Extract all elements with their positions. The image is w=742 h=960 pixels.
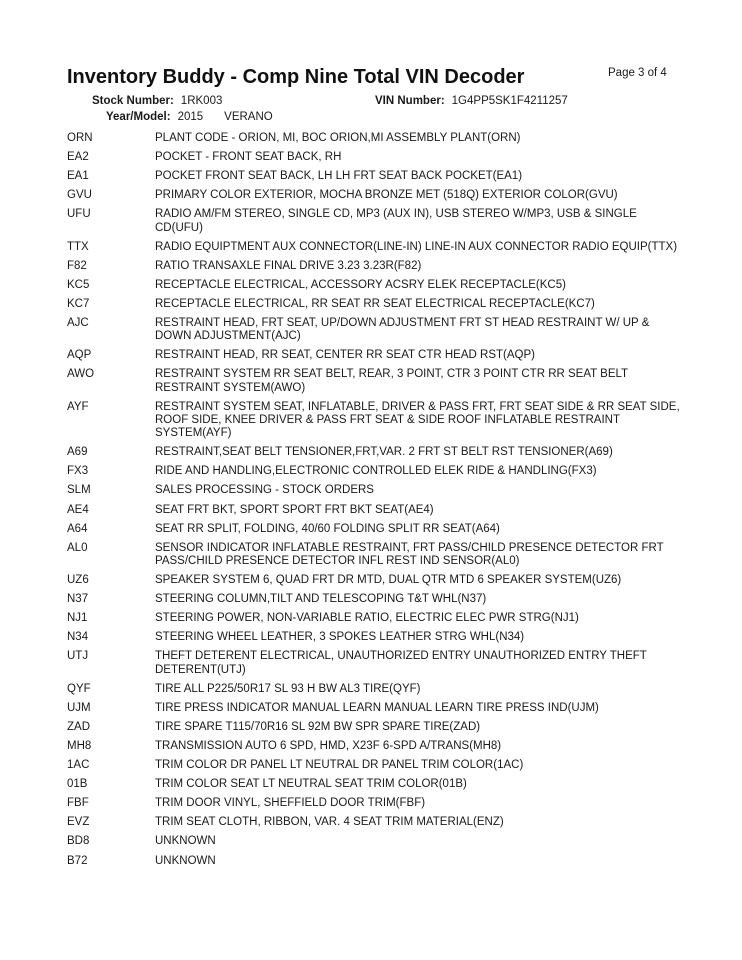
option-description: RADIO AM/FM STEREO, SINGLE CD, MP3 (AUX IN), USB STEREO W/MP3, USB & SINGLE CD(UFU) (155, 208, 637, 234)
option-code: 1AC (67, 759, 90, 772)
option-row (67, 504, 687, 517)
option-code-list (67, 132, 687, 874)
option-code: TTX (67, 240, 89, 253)
option-row (67, 835, 687, 848)
option-row (67, 446, 687, 459)
option-row (67, 465, 687, 478)
option-code: A69 (67, 446, 88, 459)
option-code: QYF (67, 682, 91, 695)
option-row (67, 650, 687, 676)
vin-number-value: 1G4PP5SK1F4211257 (451, 95, 568, 107)
option-row (67, 189, 687, 202)
option-row (67, 816, 687, 829)
option-code: EA1 (67, 170, 89, 183)
option-row (67, 631, 687, 644)
option-code: N37 (67, 593, 89, 606)
option-description: PLANT CODE - ORION, MI, BOC ORION,MI ASSEMBLY PLANT(ORN) (155, 132, 521, 144)
option-code: AE4 (67, 503, 89, 516)
option-description: STEERING COLUMN,TILT AND TELESCOPING T&T WHL(N37) (155, 593, 487, 606)
option-code: AYF (67, 400, 89, 413)
option-description: RESTRAINT SYSTEM SEAT, INFLATABLE, DRIVER & PASS FRT, FRT SEAT SIDE & RR SEAT SIDE, ROOF SIDE, KNEE DRIVER & PASS FRT SEAT & SIDE ROOF INFLATABLE RESTRAINT SYSTEM(AYF) (155, 400, 680, 440)
option-row (67, 721, 687, 734)
option-description: TRIM COLOR SEAT LT NEUTRAL SEAT TRIM COLOR(01B) (155, 778, 467, 791)
option-code: EVZ (67, 816, 90, 829)
option-description: POCKET - FRONT SEAT BACK, RH (155, 151, 342, 164)
option-code: AJC (67, 317, 89, 330)
option-description: RESTRAINT HEAD, FRT SEAT, UP/DOWN ADJUSTMENT FRT ST HEAD RESTRAINT W/ UP & DOWN ADJUSTMENT(AJC) (155, 317, 650, 343)
option-row (67, 612, 687, 625)
option-description: UNKNOWN (155, 835, 216, 848)
option-description: PRIMARY COLOR EXTERIOR, MOCHA BRONZE MET (518Q) EXTERIOR COLOR(GVU) (155, 189, 618, 202)
option-description: TRIM SEAT CLOTH, RIBBON, VAR. 4 SEAT TRIM MATERIAL(ENZ) (155, 816, 504, 829)
stock-number-value: 1RK003 (180, 95, 223, 107)
option-description: TIRE SPARE T115/70R16 SL 92M BW SPR SPARE TIRE(ZAD) (155, 720, 481, 733)
option-code: AL0 (67, 541, 88, 554)
option-description: SPEAKER SYSTEM 6, QUAD FRT DR MTD, DUAL QTR MTD 6 SPEAKER SYSTEM(UZ6) (155, 574, 622, 586)
stock-number (92, 95, 222, 107)
model-value: VERANO (224, 111, 273, 123)
option-row (67, 132, 687, 145)
option-code: EA2 (67, 151, 89, 164)
option-row (67, 241, 687, 254)
option-row (67, 702, 687, 715)
option-row (67, 542, 687, 568)
option-row (67, 170, 687, 183)
option-code: N34 (67, 631, 89, 644)
option-row (67, 574, 687, 587)
option-code: KC7 (67, 297, 90, 310)
option-description: TIRE PRESS INDICATOR MANUAL LEARN MANUAL LEARN TIRE PRESS IND(UJM) (155, 701, 599, 714)
option-row (67, 298, 687, 311)
option-description: STEERING WHEEL LEATHER, 3 SPOKES LEATHER STRG WHL(N34) (155, 631, 525, 644)
option-code: ZAD (67, 720, 90, 733)
year-model-label: Year/Model: (106, 111, 171, 123)
option-code: UTJ (67, 650, 89, 663)
option-row (67, 260, 687, 273)
option-description: RECEPTACLE ELECTRICAL, ACCESSORY ACSRY ELEK RECEPTACLE(KC5) (155, 278, 566, 291)
option-row (67, 368, 687, 394)
year-model (106, 111, 273, 123)
option-description: THEFT DETERENT ELECTRICAL, UNAUTHORIZED ENTRY UNAUTHORIZED ENTRY THEFT DETERENT(UTJ) (155, 650, 647, 676)
option-code: MH8 (67, 739, 92, 752)
option-row (67, 740, 687, 753)
option-row (67, 855, 687, 868)
option-row (67, 778, 687, 791)
option-code: B72 (67, 854, 88, 867)
option-code: NJ1 (67, 612, 88, 625)
option-code: ORN (67, 132, 93, 144)
option-description: SEAT RR SPLIT, FOLDING, 40/60 FOLDING SPLIT RR SEAT(A64) (155, 522, 500, 535)
option-code: SLM (67, 484, 91, 497)
option-row (67, 349, 687, 362)
option-code: F82 (67, 259, 87, 272)
option-code: UFU (67, 208, 91, 221)
option-code: FX3 (67, 465, 89, 478)
option-description: RADIO EQUIPTMENT AUX CONNECTOR(LINE-IN) LINE-IN AUX CONNECTOR RADIO EQUIP(TTX) (155, 240, 678, 253)
option-row (67, 151, 687, 164)
option-code: AQP (67, 349, 92, 362)
vin-number-label: VIN Number: (375, 95, 445, 107)
option-description: TRIM COLOR DR PANEL LT NEUTRAL DR PANEL TRIM COLOR(1AC) (155, 759, 524, 772)
year-value: 2015 (177, 111, 204, 123)
option-description: RATIO TRANSAXLE FINAL DRIVE 3.23 3.23R(F82) (155, 259, 422, 272)
option-row (67, 279, 687, 292)
option-description: POCKET FRONT SEAT BACK, LH LH FRT SEAT BACK POCKET(EA1) (155, 170, 523, 183)
option-row (67, 523, 687, 536)
option-description: RIDE AND HANDLING,ELECTRONIC CONTROLLED ELEK RIDE & HANDLING(FX3) (155, 465, 597, 478)
option-code: 01B (67, 778, 88, 791)
option-description: SEAT FRT BKT, SPORT SPORT FRT BKT SEAT(AE4) (155, 503, 434, 516)
option-code: AWO (67, 368, 95, 381)
option-row (67, 401, 687, 441)
option-code: KC5 (67, 278, 90, 291)
option-code: GVU (67, 189, 92, 202)
document-title: Inventory Buddy - Comp Nine Total VIN Decoder (67, 66, 525, 88)
option-description: RECEPTACLE ELECTRICAL, RR SEAT RR SEAT ELECTRICAL RECEPTACLE(KC7) (155, 297, 595, 310)
option-row (67, 683, 687, 696)
option-description: TRANSMISSION AUTO 6 SPD, HMD, X23F 6-SPD A/TRANS(MH8) (155, 739, 502, 752)
option-description: SENSOR INDICATOR INFLATABLE RESTRAINT, FRT PASS/CHILD PRESENCE DETECTOR FRT PASS/CHILD PRESENCE DETECTOR INFL REST IND SENSOR(AL0) (155, 541, 664, 567)
option-description: TRIM DOOR VINYL, SHEFFIELD DOOR TRIM(FBF) (155, 797, 426, 810)
option-code: A64 (67, 522, 88, 535)
option-description: RESTRAINT HEAD, RR SEAT, CENTER RR SEAT CTR HEAD RST(AQP) (155, 349, 535, 362)
option-code: BD8 (67, 835, 90, 848)
option-row (67, 797, 687, 810)
option-description: STEERING POWER, NON-VARIABLE RATIO, ELECTRIC ELEC PWR STRG(NJ1) (155, 612, 579, 625)
option-row (67, 317, 687, 343)
option-description: RESTRAINT SYSTEM RR SEAT BELT, REAR, 3 POINT, CTR 3 POINT CTR RR SEAT BELT RESTRAINT SYSTEM(AWO) (155, 368, 628, 394)
option-code: FBF (67, 797, 89, 810)
stock-number-label: Stock Number: (92, 95, 174, 107)
option-row (67, 593, 687, 606)
option-code: UJM (67, 701, 91, 714)
option-description: UNKNOWN (155, 854, 216, 867)
option-row (67, 484, 687, 497)
option-code: UZ6 (67, 574, 89, 586)
option-description: TIRE ALL P225/50R17 SL 93 H BW AL3 TIRE(QYF) (155, 682, 421, 695)
option-description: SALES PROCESSING - STOCK ORDERS (155, 484, 374, 497)
option-row (67, 208, 687, 234)
page-number: Page 3 of 4 (608, 67, 667, 79)
vin-number (375, 95, 568, 107)
option-row (67, 759, 687, 772)
option-description: RESTRAINT,SEAT BELT TENSIONER,FRT,VAR. 2 FRT ST BELT RST TENSIONER(A69) (155, 446, 613, 459)
